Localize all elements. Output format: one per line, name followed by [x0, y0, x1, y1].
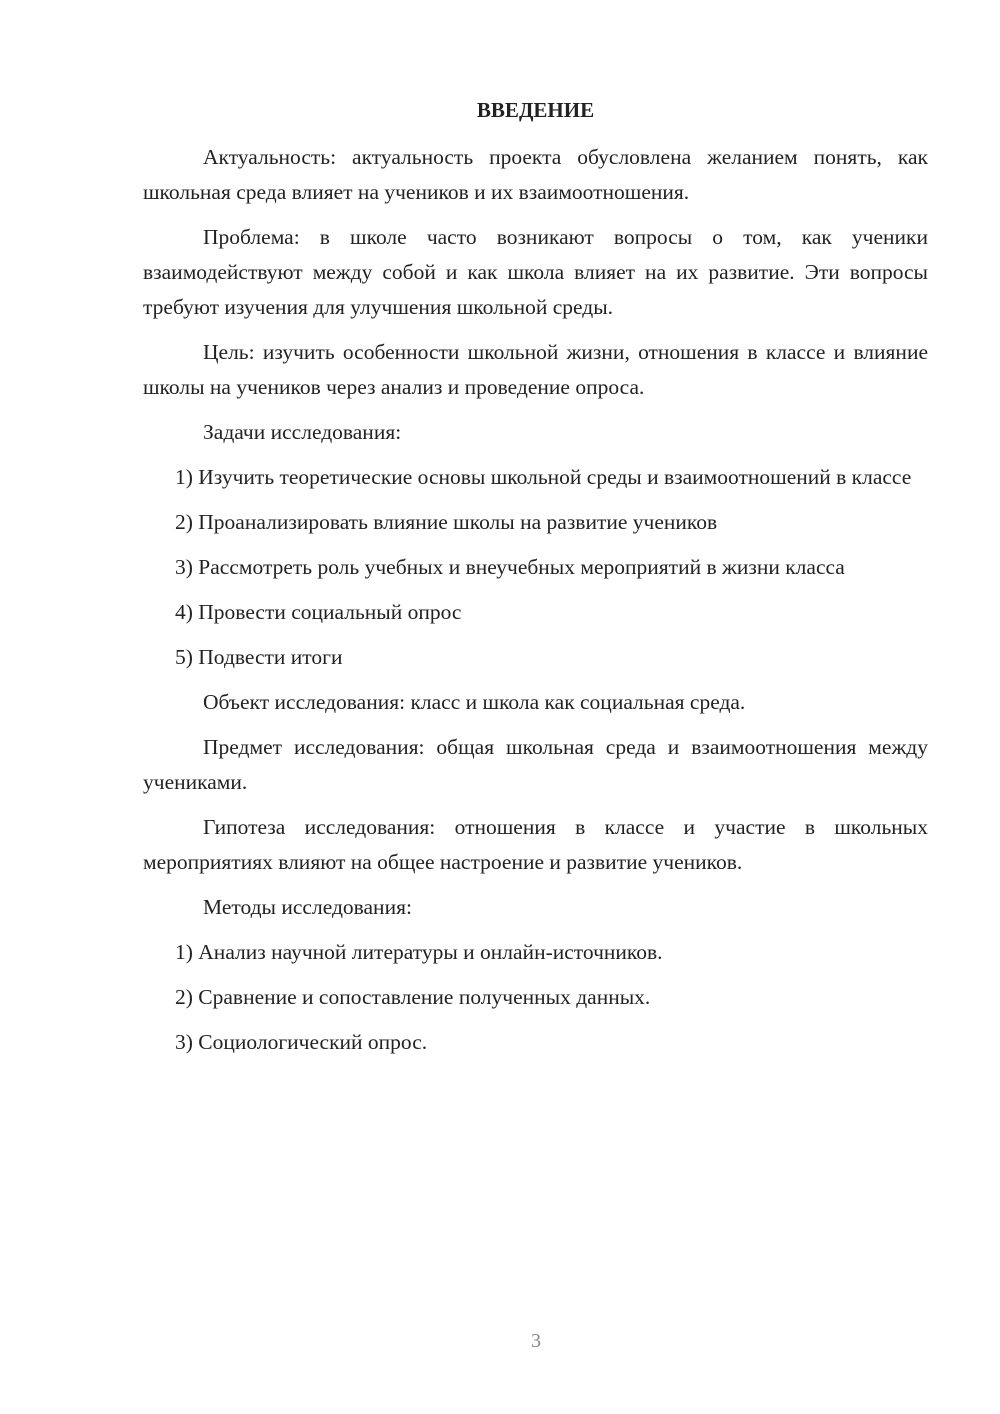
task-item-1: 1) Изучить теоретические основы школьной среды и взаимоотношений в классе	[175, 465, 912, 489]
methods-title: Методы исследования:	[203, 895, 412, 919]
section-heading: ВВЕДЕНИЕ	[476, 98, 595, 122]
page-number: 3	[531, 1330, 541, 1352]
problem-paragraph: Проблема: в школе часто возникают вопросы о том, как ученики взаимодействуют между собой и как школа влияет на их развитие. Эти вопросы требуют изучения для улучшения школьной среды.	[143, 225, 928, 319]
task-item-4: 4) Провести социальный опрос	[175, 600, 462, 624]
subject-paragraph: Предмет исследования: общая школьная среда и взаимоотношения между учениками.	[143, 735, 928, 794]
method-item-2: 2) Сравнение и сопоставление полученных данных.	[175, 985, 651, 1009]
tasks-title: Задачи исследования:	[203, 420, 402, 444]
method-item-1: 1) Анализ научной литературы и онлайн-источников.	[175, 940, 663, 964]
hypothesis-paragraph: Гипотеза исследования: отношения в классе и участие в школьных мероприятиях влияют на общее настроение и развитие учеников.	[143, 815, 928, 874]
method-item-3: 3) Социологический опрос.	[175, 1030, 428, 1054]
task-item-2: 2) Проанализировать влияние школы на развитие учеников	[175, 510, 718, 534]
goal-paragraph: Цель: изучить особенности школьной жизни, отношения в классе и влияние школы на учеников через анализ и проведение опроса.	[143, 340, 928, 399]
document-body	[143, 93, 928, 1070]
relevance-paragraph: Актуальность: актуальность проекта обусловлена желанием понять, как школьная среда влияет на учеников и их взаимоотношения.	[143, 145, 928, 204]
task-item-5: 5) Подвести итоги	[175, 645, 343, 669]
object-paragraph: Объект исследования: класс и школа как социальная среда.	[203, 690, 746, 714]
task-item-3: 3) Рассмотреть роль учебных и внеучебных мероприятий в жизни класса	[175, 555, 845, 579]
